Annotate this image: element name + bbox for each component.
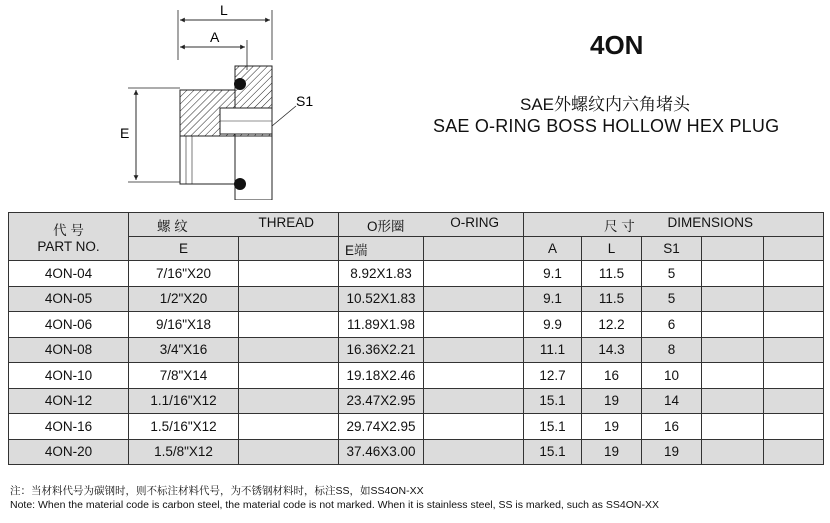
subheader-blank [702,237,764,261]
header-oring-cn: O形圈 [367,218,405,234]
part-drawing [100,0,340,200]
cell-a: 15.1 [524,439,582,465]
cell-part: 4ON-04 [9,261,129,287]
cell-blank [764,388,824,414]
cell-l: 19 [582,414,642,440]
cell-a: 9.1 [524,286,582,312]
cell-s1: 10 [642,363,702,389]
header-oring [339,213,524,237]
cell-oring: 19.18X2.46 [339,363,424,389]
cell-blank [702,439,764,465]
subheader-blank [764,237,824,261]
subheader-blank [424,237,524,261]
cell-l: 19 [582,388,642,414]
cell-oring: 23.47X2.95 [339,388,424,414]
cell-a: 15.1 [524,388,582,414]
cell-thread: 3/4"X16 [129,337,239,363]
cell-blank [424,261,524,287]
cell-thread: 1/2"X20 [129,286,239,312]
cell-part: 4ON-06 [9,312,129,338]
cell-blank [702,286,764,312]
cell-a: 9.1 [524,261,582,287]
cell-blank [424,439,524,465]
cell-part: 4ON-16 [9,414,129,440]
cell-part: 4ON-08 [9,337,129,363]
cell-blank [424,337,524,363]
product-title-cn: SAE外螺纹内六角堵头 [520,95,691,114]
cell-blank [702,261,764,287]
cell-oring: 10.52X1.83 [339,286,424,312]
cell-blank [702,337,764,363]
dim-label-a: A [210,29,220,45]
table-header-row [9,213,824,237]
cell-blank [424,388,524,414]
cell-blank [424,414,524,440]
subheader-s1: S1 [642,237,702,261]
cell-thread: 1.1/16"X12 [129,388,239,414]
table-row [9,286,824,312]
table-row [9,439,824,465]
cell-thread: 7/16"X20 [129,261,239,287]
cell-a: 12.7 [524,363,582,389]
cell-s1: 8 [642,337,702,363]
header-oring-en: O-RING [450,214,500,230]
header-dim-en: DIMENSIONS [667,214,754,230]
cell-oring: 37.46X3.00 [339,439,424,465]
cell-blank [239,261,339,287]
cell-blank [764,286,824,312]
cell-s1: 6 [642,312,702,338]
cell-l: 11.5 [582,261,642,287]
hollow-hex-plug-drawing [100,0,340,200]
header-thread [129,213,339,237]
table-row [9,388,824,414]
note-cn: 注：当材料代号为碳钢时，则不标注材料代号，为不锈钢材料时，标注SS，如SS4ON-XX [10,485,424,497]
cell-thread: 9/16"X18 [129,312,239,338]
cell-blank [702,312,764,338]
cell-s1: 5 [642,261,702,287]
subheader-oring-e: E端 [339,237,424,261]
cell-blank [702,363,764,389]
cell-thread: 1.5/8"X12 [129,439,239,465]
cell-part: 4ON-05 [9,286,129,312]
note-en: Note: When the material code is carbon steel, the material code is not marked. When it is stainless steel, SS is marked, such as SS4ON-XX [10,499,659,511]
cell-blank [239,312,339,338]
table-row [9,414,824,440]
cell-oring: 16.36X2.21 [339,337,424,363]
cell-a: 11.1 [524,337,582,363]
subheader-thread-e: E [129,237,239,261]
cell-blank [239,286,339,312]
cell-blank [239,439,339,465]
cell-l: 19 [582,439,642,465]
cell-part: 4ON-12 [9,388,129,414]
cell-blank [764,439,824,465]
cell-part: 4ON-10 [9,363,129,389]
header-part-cn: 代 号 [53,223,84,238]
cell-thread: 7/8"X14 [129,363,239,389]
table-body [9,261,824,465]
table-row [9,363,824,389]
product-code-title: 4ON [590,30,644,60]
subheader-blank [239,237,339,261]
table-subheader-row [9,237,824,261]
cell-blank [764,363,824,389]
cell-blank [424,312,524,338]
cell-blank [702,388,764,414]
cell-part: 4ON-20 [9,439,129,465]
cell-thread: 1.5/16"X12 [129,414,239,440]
cell-l: 14.3 [582,337,642,363]
cell-blank [424,363,524,389]
notes [10,484,659,512]
header-dim-cn: 尺 寸 [604,218,635,234]
cell-blank [764,261,824,287]
spec-table [8,212,824,465]
cell-l: 11.5 [582,286,642,312]
cell-blank [764,414,824,440]
cell-s1: 19 [642,439,702,465]
cell-oring: 29.74X2.95 [339,414,424,440]
table-row [9,261,824,287]
header-thread-cn: 螺 纹 [157,218,188,234]
cell-a: 9.9 [524,312,582,338]
product-title-en: SAE O-RING BOSS HOLLOW HEX PLUG [433,116,780,136]
subheader-l: L [582,237,642,261]
dim-label-e: E [120,125,130,141]
cell-blank [702,414,764,440]
cell-blank [239,337,339,363]
header-part [9,213,129,261]
cell-s1: 14 [642,388,702,414]
table-row [9,312,824,338]
subheader-a: A [524,237,582,261]
header-dimensions [524,213,824,237]
cell-blank [764,337,824,363]
cell-s1: 16 [642,414,702,440]
cell-blank [764,312,824,338]
header-part-en: PART NO. [37,239,100,254]
cell-blank [239,363,339,389]
cell-l: 16 [582,363,642,389]
cell-oring: 8.92X1.83 [339,261,424,287]
cell-a: 15.1 [524,414,582,440]
cell-blank [424,286,524,312]
cell-blank [239,414,339,440]
cell-blank [239,388,339,414]
header-thread-en: THREAD [258,214,314,230]
cell-s1: 5 [642,286,702,312]
cell-l: 12.2 [582,312,642,338]
dim-label-s1: S1 [296,93,314,109]
table-row [9,337,824,363]
cell-oring: 11.89X1.98 [339,312,424,338]
dim-label-l: L [220,2,228,18]
